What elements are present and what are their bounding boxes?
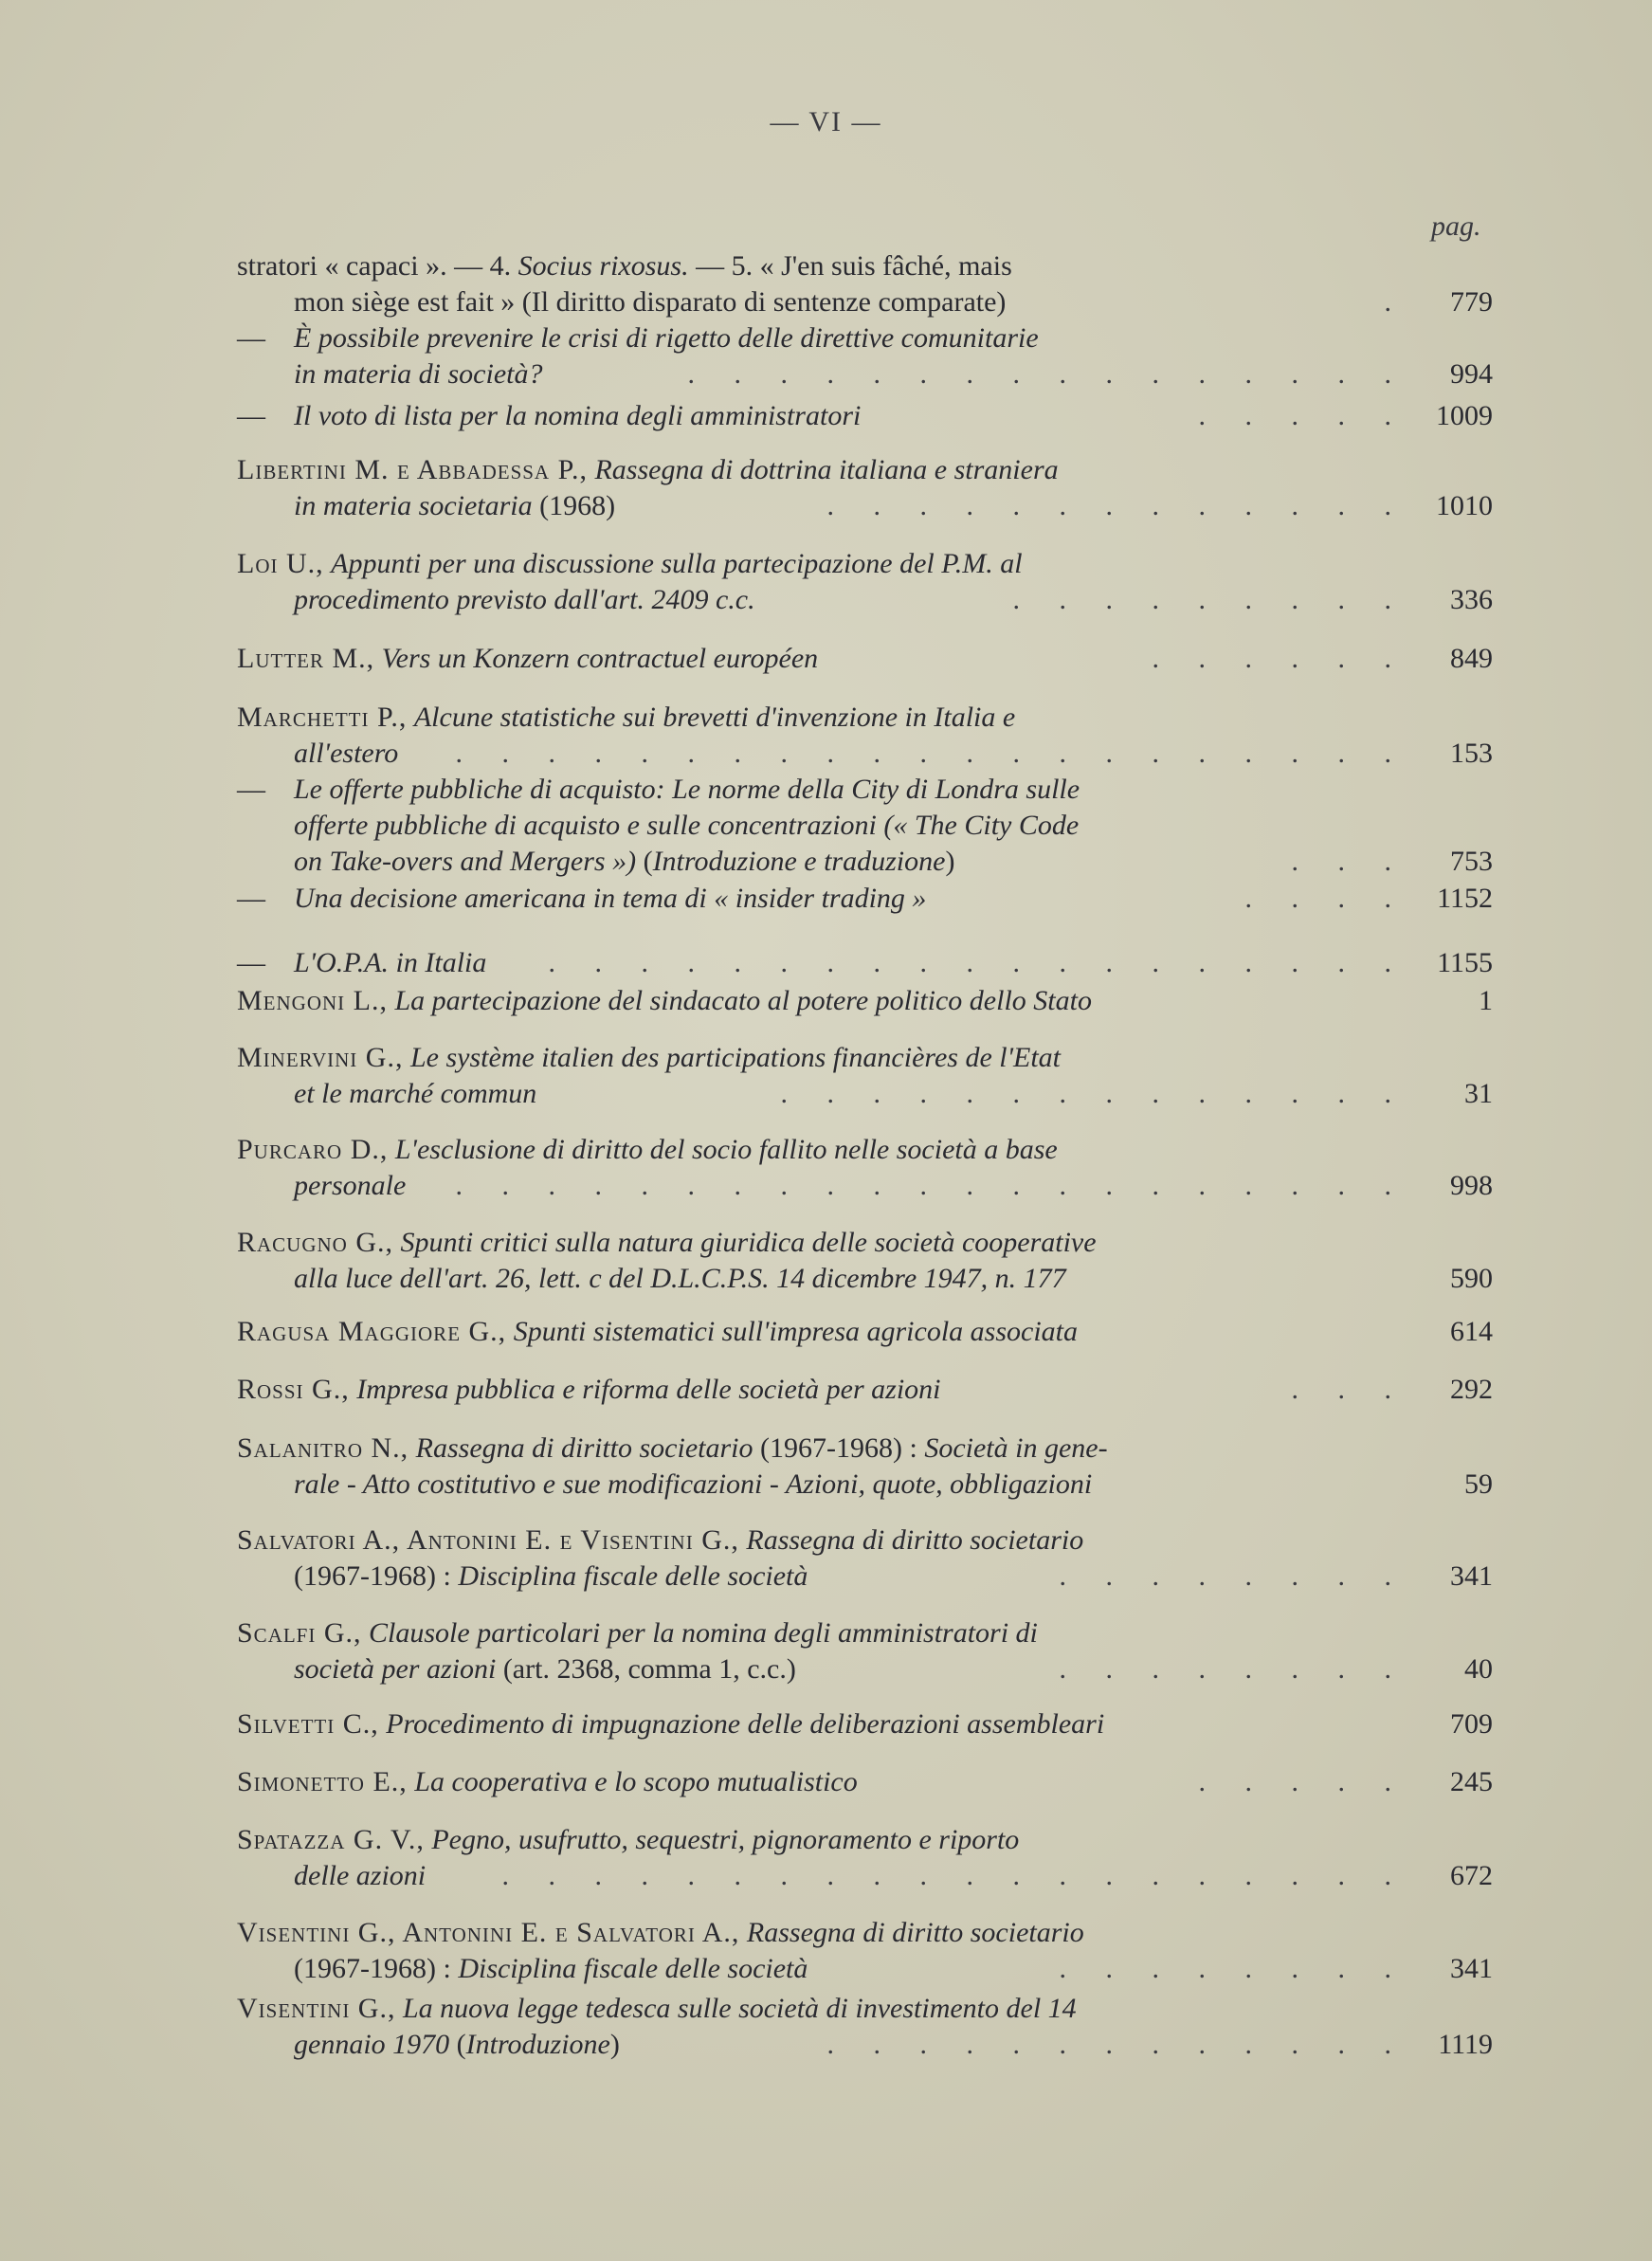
title-text: delle azioni (294, 1860, 427, 1891)
page-number: 709 (1450, 1708, 1493, 1740)
page-number: 1 (1479, 985, 1493, 1016)
plain-text: ( (449, 2029, 466, 2060)
title-text: Le système italien des participations financières de l'Etat (409, 1042, 1061, 1073)
entry-line (237, 546, 1507, 582)
title-text: Rassegna di diritto societario (746, 1524, 1084, 1556)
entry-line (237, 1431, 1507, 1467)
title-text: Procedimento di impugnazione delle deliberazioni assembleari (386, 1708, 1105, 1740)
title-text: in materia di società? (294, 358, 543, 390)
ditto-dash: — (237, 774, 265, 805)
plain-text (362, 1617, 370, 1649)
entry-line (237, 1559, 1507, 1595)
entry-line (237, 488, 1507, 524)
index-entry (237, 1523, 1507, 1595)
title-text: on Take-overs and Mergers ») (294, 846, 637, 877)
plain-text (739, 1917, 747, 1948)
author-name: Loi U., (237, 548, 324, 579)
title-text: Il voto di lista per la nomina degli amministratori (294, 400, 862, 431)
entry-line (237, 452, 1507, 488)
entry-text (294, 808, 1079, 844)
title-text: società per azioni (294, 1653, 497, 1685)
title-text: rale - Atto costitutivo e sue modificazioni - Azioni, quote, obbligazioni (294, 1468, 1093, 1500)
index-entry (237, 1764, 1507, 1800)
title-text: Pegno, usufrutto, sequestri, pignoramento e riporto (431, 1824, 1020, 1855)
title-text: Rassegna di dottrina italiana e straniera (594, 454, 1059, 485)
entry-line (237, 881, 1507, 917)
entry-line (237, 808, 1507, 844)
entry-text (237, 452, 1059, 488)
author-name: Racugno G., (237, 1227, 394, 1258)
entry-text (237, 1132, 1058, 1168)
author-name: Minervini G., (237, 1042, 404, 1073)
title-text: gennaio 1970 (294, 2029, 450, 2060)
entry-text (294, 1651, 796, 1687)
author-name: Ragusa Maggiore G., (237, 1316, 507, 1347)
plain-text (393, 1227, 401, 1258)
page-number: 40 (1464, 1653, 1493, 1685)
author-name: Lutter M., (237, 643, 375, 674)
page-number: 59 (1464, 1468, 1493, 1500)
leader-dots: . . . . (1244, 883, 1407, 914)
index-entry (237, 1822, 1507, 1894)
entry-text (294, 1261, 1066, 1297)
author-name: Rossi G., (237, 1374, 350, 1405)
entry-line (237, 1132, 1507, 1168)
title-text: L'esclusione di diritto del socio fallito nelle società a base (394, 1134, 1058, 1165)
entry-line (237, 983, 1507, 1019)
page-number: 1009 (1436, 400, 1493, 431)
title-text: offerte pubbliche di acquisto e sulle concentrazioni (« The City Code (294, 810, 1080, 841)
leader-dots: . . . . . . . . . . . . . . (780, 1078, 1407, 1109)
page-number: 1152 (1437, 883, 1493, 914)
entry-text (294, 1168, 406, 1204)
page-column-label: pag. (1431, 210, 1481, 242)
page-number: 341 (1450, 1953, 1493, 1984)
entry-line (237, 844, 1507, 880)
author-name: Visentini G., Antonini E. e Salvatori A., (237, 1917, 740, 1948)
plain-text (403, 1042, 410, 1073)
page-number: 590 (1450, 1263, 1493, 1294)
entry-line (237, 1651, 1507, 1687)
entry-text (294, 736, 398, 772)
plain-text: mon siège est fait » (Il diritto disparato di sentenze comparate) (294, 286, 1007, 318)
page-number: 753 (1450, 846, 1493, 877)
entry-line (237, 1706, 1507, 1742)
plain-text (407, 702, 414, 733)
entry-text (294, 1951, 808, 1987)
entry-text (294, 488, 615, 524)
entry-line (237, 772, 1507, 808)
entry-line (237, 356, 1507, 392)
title-text: all'estero (294, 738, 399, 769)
index-entry (237, 1314, 1507, 1350)
author-name: Libertini M. e Abbadessa P., (237, 454, 588, 485)
title-text: Introduzione e traduzione (652, 846, 946, 877)
entry-text (237, 1314, 1078, 1350)
entry-line (237, 700, 1507, 736)
leader-dots: . . . . . . . . . . . . . (826, 2029, 1407, 2060)
page-number: 998 (1450, 1170, 1493, 1201)
index-entry (237, 1225, 1507, 1297)
index-entry (237, 945, 1507, 981)
entry-line (237, 1991, 1507, 2027)
entry-text (237, 546, 1023, 582)
entry-text (237, 1431, 1108, 1467)
entry-text (294, 1467, 1092, 1503)
index-entry (237, 1991, 1507, 2063)
title-text: Le offerte pubbliche di acquisto: Le norme della City di Londra sulle (294, 774, 1080, 805)
page-number: 245 (1450, 1766, 1493, 1797)
title-text: L'O.P.A. in Italia (294, 947, 487, 978)
title-text: Introduzione (465, 2029, 610, 2060)
plain-text: ( (636, 846, 653, 877)
author-name: Mengoni L., (237, 985, 388, 1016)
entry-text (294, 945, 486, 981)
leader-dots: . . . . . . . . . (1012, 584, 1407, 615)
entry-text (237, 1822, 1019, 1858)
page-number: 1155 (1437, 947, 1493, 978)
entry-text (237, 1615, 1038, 1651)
entry-text (237, 1225, 1097, 1261)
author-name: Scalfi G., (237, 1617, 362, 1649)
entry-line (237, 1225, 1507, 1261)
index-entry (237, 700, 1507, 772)
entry-line (237, 1372, 1507, 1408)
leader-dots: . . . . . . . . . . . . . . . . . . . (548, 947, 1407, 978)
title-text: et le marché commun (294, 1078, 537, 1109)
plain-text (374, 643, 382, 674)
page-number: 1119 (1438, 2029, 1493, 2060)
index-entry (237, 398, 1507, 434)
index-entry (237, 320, 1507, 392)
title-text: Spunti sistematici sull'impresa agricola associata (513, 1316, 1078, 1347)
entry-text (294, 320, 1039, 356)
entry-line (237, 1467, 1507, 1503)
plain-text: ) (945, 846, 955, 877)
index-entry (237, 1706, 1507, 1742)
leader-dots: . . . . . (1198, 1766, 1407, 1797)
page-number: 336 (1450, 584, 1493, 615)
entry-text (294, 1858, 426, 1894)
entry-text (294, 772, 1080, 808)
entry-text (294, 284, 1006, 320)
title-text: Una decisione americana in tema di « insider trading » (294, 883, 927, 914)
title-text: Società in gene- (924, 1432, 1108, 1464)
leader-dots: . . . . . . . . (1059, 1653, 1407, 1685)
entry-text (237, 1372, 941, 1408)
title-text: alla luce dell'art. 26, lett. c del D.L.C.P.S. 14 dicembre 1947, n. 177 (294, 1263, 1066, 1294)
page-number: 1010 (1436, 490, 1493, 521)
ditto-dash: — (237, 947, 265, 978)
index-entry (237, 983, 1507, 1019)
entry-line (237, 1076, 1507, 1112)
entry-line (237, 320, 1507, 356)
entry-line (237, 1822, 1507, 1858)
entry-line (237, 945, 1507, 981)
entry-text (237, 1991, 1077, 2027)
entry-text (237, 641, 818, 677)
leader-dots: . . . (1291, 846, 1407, 877)
entry-line (237, 1615, 1507, 1651)
page-number: 779 (1450, 286, 1493, 318)
index-entry (237, 1615, 1507, 1687)
entry-text (237, 1040, 1061, 1076)
entry-line (237, 1261, 1507, 1297)
index-entry (237, 248, 1507, 320)
index-entry (237, 1431, 1507, 1503)
plain-text: (1967-1968) : (294, 1953, 459, 1984)
index-entry (237, 1372, 1507, 1408)
author-name: Visentini G., (237, 1993, 396, 2024)
page-number: 672 (1450, 1860, 1493, 1891)
entry-line (237, 248, 1507, 284)
entry-text (294, 582, 755, 618)
ditto-dash: — (237, 322, 265, 354)
page-number: 614 (1450, 1316, 1493, 1347)
entry-line (237, 736, 1507, 772)
plain-text (506, 1316, 514, 1347)
plain-text (395, 1993, 403, 2024)
entry-line (237, 398, 1507, 434)
index-entry (237, 881, 1507, 917)
title-text: La partecipazione del sindacato al potere politico dello Stato (394, 985, 1092, 1016)
entry-line (237, 1523, 1507, 1559)
entry-line (237, 2027, 1507, 2063)
title-text: La nuova legge tedesca sulle società di investimento del 14 (402, 1993, 1077, 2024)
leader-dots: . (1384, 286, 1407, 318)
index-entry (237, 1040, 1507, 1112)
author-name: Spatazza G. V., (237, 1824, 425, 1855)
entry-text (294, 1076, 536, 1112)
title-text: È possibile prevenire le crisi di rigetto delle direttive comunitarie (294, 322, 1039, 354)
title-text: procedimento previsto dall'art. 2409 c.c. (294, 584, 755, 615)
entry-line (237, 1764, 1507, 1800)
plain-text: (1967-1968) : (753, 1432, 925, 1464)
entry-text (294, 2027, 620, 2063)
entry-text (294, 881, 926, 917)
index-entry (237, 452, 1507, 524)
leader-dots: . . . . . . . . (1059, 1560, 1407, 1592)
index-entry (237, 772, 1507, 880)
entry-text (237, 1915, 1084, 1951)
plain-text: stratori « capaci ». — 4. (237, 250, 518, 282)
entry-text (294, 844, 954, 880)
ditto-dash: — (237, 883, 265, 914)
title-text: Alcune statistiche sui brevetti d'invenzione in Italia e (413, 702, 1016, 733)
title-text: Disciplina fiscale delle società (458, 1953, 808, 1984)
plain-text: (art. 2368, comma 1, c.c.) (496, 1653, 796, 1685)
entry-line (237, 1858, 1507, 1894)
title-text: in materia societaria (294, 490, 533, 521)
leader-dots: . . . . . . . . . . . . . (826, 490, 1407, 521)
page-number: 292 (1450, 1374, 1493, 1405)
title-text: Appunti per una discussione sulla partecipazione del P.M. al (331, 548, 1023, 579)
entry-text (237, 983, 1092, 1019)
entry-line (237, 1168, 1507, 1204)
plain-text (388, 1134, 395, 1165)
ditto-dash: — (237, 400, 265, 431)
index-entry (237, 546, 1507, 618)
index-entry (237, 1132, 1507, 1204)
plain-text: — 5. « J'en suis fâché, mais (688, 250, 1012, 282)
author-name: Purcaro D., (237, 1134, 389, 1165)
entry-text (237, 1523, 1083, 1559)
index-entry (237, 1915, 1507, 1987)
entry-text (294, 398, 861, 434)
entry-line (237, 582, 1507, 618)
page-number: 31 (1464, 1078, 1493, 1109)
plain-text: ) (609, 2029, 620, 2060)
entry-text (237, 248, 1012, 284)
title-text: Clausole particolari per la nomina degli amministratori di (369, 1617, 1038, 1649)
author-name: Salvatori A., Antonini E. e Visentini G., (237, 1524, 739, 1556)
leader-dots: . . . . . . . . . . . . . . . . . . . . . (455, 738, 1407, 769)
entry-text (294, 1559, 808, 1595)
entry-line (237, 1314, 1507, 1350)
entry-line (237, 1040, 1507, 1076)
entry-line (237, 641, 1507, 677)
title-text: Impresa pubblica e riforma delle società per azioni (356, 1374, 941, 1405)
entry-text (237, 1764, 858, 1800)
leader-dots: . . . . . . . . . . . . . . . . . . . . . (455, 1170, 1407, 1201)
title-text: Vers un Konzern contractuel européen (381, 643, 819, 674)
leader-dots: . . . . . . (1152, 643, 1407, 674)
title-text: Rassegna di diritto societario (415, 1432, 753, 1464)
leader-dots: . . . . . (1198, 400, 1407, 431)
leader-dots: . . . (1291, 1374, 1407, 1405)
title-text: Disciplina fiscale delle società (458, 1560, 808, 1592)
author-name: Silvetti C., (237, 1708, 379, 1740)
plain-text: (1968) (532, 490, 616, 521)
title-text: personale (294, 1170, 407, 1201)
plain-text (408, 1432, 416, 1464)
leader-dots: . . . . . . . . . . . . . . . . (687, 358, 1407, 390)
page-number: 849 (1450, 643, 1493, 674)
entry-text (237, 1706, 1104, 1742)
entry-line (237, 1951, 1507, 1987)
entry-line (237, 284, 1507, 320)
author-name: Marchetti P., (237, 702, 408, 733)
page-number: 153 (1450, 738, 1493, 769)
page-number: 341 (1450, 1560, 1493, 1592)
leader-dots: . . . . . . . . (1059, 1953, 1407, 1984)
page-number: 994 (1450, 358, 1493, 390)
title-text: La cooperativa e lo scopo mutualistico (414, 1766, 858, 1797)
author-name: Salanitro N., (237, 1432, 409, 1464)
title-text: Rassegna di diritto societario (746, 1917, 1084, 1948)
leader-dots: . . . . . . . . . . . . . . . . . . . . (501, 1860, 1407, 1891)
page-header: — VI — (770, 106, 882, 137)
plain-text: (1967-1968) : (294, 1560, 459, 1592)
author-name: Simonetto E., (237, 1766, 408, 1797)
entry-line (237, 1915, 1507, 1951)
entry-text (294, 356, 542, 392)
title-text: Spunti critici sulla natura giuridica delle società cooperative (400, 1227, 1097, 1258)
entry-text (237, 700, 1015, 736)
title-text: Socius rixosus. (517, 250, 689, 282)
index-entry (237, 641, 1507, 677)
